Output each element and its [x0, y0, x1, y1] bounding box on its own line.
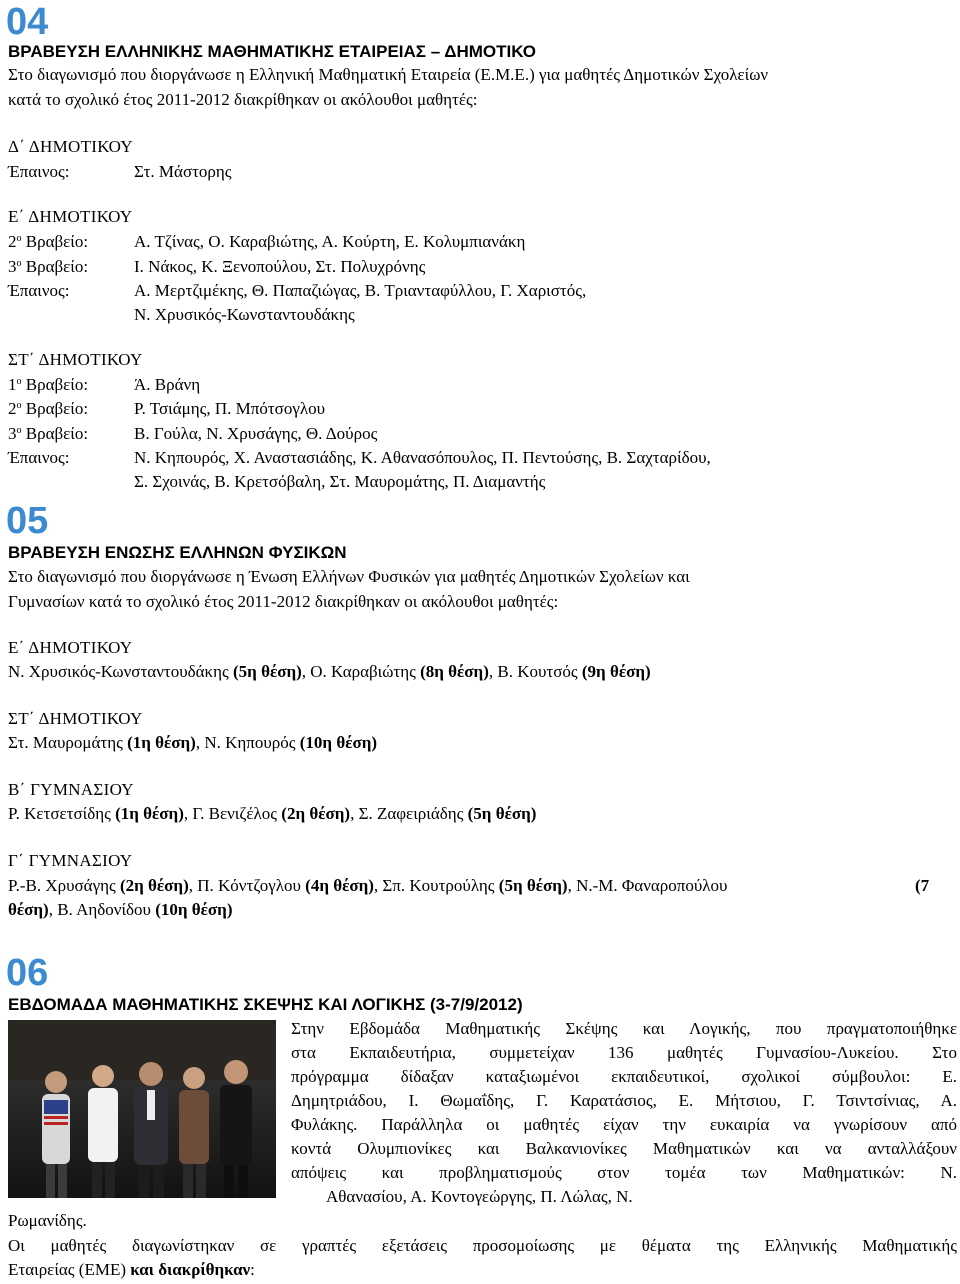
grade-title-c: Γ΄ ΓΥΜΝΑΣΙΟΥ [8, 851, 133, 870]
student-name: , Ο. Καραβιώτης [301, 662, 421, 681]
placement: (7 [915, 876, 930, 895]
award-label: Έπαινος: [8, 162, 70, 181]
student-name: Στ. Μαυρομάτης [8, 733, 128, 752]
paragraph-line: Οι μαθητές διαγωνίστηκαν σε γραπτές εξετάσεις προσομοίωσης με θέματα της Ελληνικής Μαθηματικής [8, 1236, 957, 1255]
award-row-epainos-d [8, 162, 232, 182]
award-names: Α. Μερτζιμέκης, Θ. Παπαζιώγας, Β. Τριανταφύλλου, Γ. Χαριστός, [134, 281, 587, 300]
paragraph-line: στα Εκπαιδευτήρια, συμμετείχαν 136 μαθητές Γυμνασίου-Λυκείου. Στο [291, 1043, 957, 1062]
student-name: , Π. Κόντζογλου [188, 876, 306, 895]
award-row-3rd-e [8, 257, 425, 277]
results-row-e [8, 662, 651, 682]
results-row-c-cont [8, 900, 232, 920]
section-title-06: ΕΒΔΟΜΑΔΑ ΜΑΘΗΜΑΤΙΚΗΣ ΣΚΕΨΗΣ ΚΑΙ ΛΟΓΙΚΗΣ (3-7/9/2012) [8, 995, 523, 1014]
award-names-cont: Ν. Χρυσικός-Κωνσταντουδάκης [134, 305, 355, 324]
paragraph-emphasis: και διακρίθηκαν [130, 1260, 251, 1279]
results-row-st [8, 733, 377, 753]
student-name: , Σπ. Κουτρούλης [373, 876, 499, 895]
paragraph-text: Εταιρείας (ΕΜΕ) [8, 1260, 131, 1279]
section-title-05: ΒΡΑΒΕΥΣΗ ΕΝΩΣΗΣ ΕΛΛΗΝΩΝ ΦΥΣΙΚΩΝ [8, 543, 347, 562]
award-label: Βραβείο: [21, 399, 89, 418]
paragraph-line: κοντά Ολυμπιονίκες και Βαλκανιονίκες Μαθηματικών και να ανταλλάξουν [291, 1139, 957, 1158]
award-names: Ν. Κηπουρός, Χ. Αναστασιάδης, Κ. Αθανασόπουλος, Π. Πεντούσης, Β. Σαχταρίδου, [134, 448, 711, 467]
award-label: Έπαινος: [8, 281, 70, 300]
paragraph-line: Φυλάκης. Παράλληλα οι μαθητές είχαν την ευκαιρία να γνωρίσουν από [291, 1115, 957, 1134]
rank-suffix: ο [16, 233, 22, 244]
placement: (2η θέση) [119, 876, 189, 895]
grade-title-st: ΣΤ΄ ΔΗΜΟΤΙΚΟΥ [8, 350, 143, 369]
rank-suffix: ο [16, 258, 22, 269]
award-row-2nd-e [8, 232, 525, 252]
placement: (1η θέση) [127, 733, 196, 752]
grade-title-e: Ε΄ ΔΗΜΟΤΙΚΟΥ [8, 207, 133, 226]
award-label: Βραβείο: [21, 257, 89, 276]
section-number-04: 04 [6, 1, 49, 43]
results-row-c [8, 876, 727, 896]
award-names: Στ. Μάστορης [134, 162, 232, 181]
placement: (4η θέση) [305, 876, 374, 895]
paragraph-line: Δημητριάδου, Ι. Θωμαΐδης, Γ. Καρατάσιος, Ε. Μήτσιου, Γ. Τσιντσίνιας, Α. [291, 1091, 957, 1110]
placement: θέση) [8, 900, 49, 919]
student-name: , Γ. Βενιζέλος [183, 804, 282, 823]
award-label: Βραβείο: [21, 375, 89, 394]
award-names: Ρ. Τσιάμης, Π. Μπότσογλου [134, 399, 326, 418]
placement: (2η θέση) [281, 804, 351, 823]
rank-suffix: ο [16, 400, 22, 411]
student-name: Ν. Χρυσικός-Κωνσταντουδάκης [8, 662, 233, 681]
grade-title-st: ΣΤ΄ ΔΗΜΟΤΙΚΟΥ [8, 709, 143, 728]
award-names: Β. Γούλα, Ν. Χρυσάγης, Θ. Δούρος [134, 424, 378, 443]
section-number-06: 06 [6, 952, 49, 994]
award-row-epainos-e [8, 281, 586, 301]
student-name: , Σ. Ζαφειριάδης [350, 804, 468, 823]
paragraph-line: Στην Εβδομάδα Μαθηματικής Σκέψης και Λογικής, που πραγματοποιήθηκε [291, 1019, 957, 1038]
group-photo [8, 1020, 276, 1198]
paragraph-line: Αθανασίου, Α. Κοντογεώργης, Π. Λώλας, Ν. [326, 1187, 633, 1206]
intro-line-2: κατά το σχολικό έτος 2011-2012 διακρίθηκαν οι ακόλουθοι μαθητές: [8, 90, 478, 109]
rank-number: 1 [8, 375, 17, 394]
student-name: , Β. Κουτσός [488, 662, 582, 681]
rank-suffix: ο [16, 376, 22, 387]
rank-number: 3 [8, 424, 17, 443]
paragraph-line: πρόγραμμα δίδαξαν καταξιωμένοι εκπαιδευτικοί, σχολικοί σύμβουλοι: Ε. [291, 1067, 957, 1086]
placement: (5η θέση) [233, 662, 302, 681]
award-row-1st-st [8, 375, 200, 395]
section-title-04: ΒΡΑΒΕΥΣΗ ΕΛΛΗΝΙΚΗΣ ΜΑΘΗΜΑΤΙΚΗΣ ΕΤΑΙΡΕΙΑΣ – ΔΗΜΟΤΙΚΟ [8, 42, 536, 61]
award-row-epainos-st [8, 448, 711, 468]
intro-line-1: Στο διαγωνισμό που διοργάνωσε η Ένωση Ελλήνων Φυσικών για μαθητές Δημοτικών Σχολείων και [8, 567, 690, 586]
grade-title-e: Ε΄ ΔΗΜΟΤΙΚΟΥ [8, 638, 133, 657]
paragraph-line: απόψεις και προβληματισμούς στον τομέα των Μαθηματικών: Ν. [291, 1163, 957, 1182]
section-number-05: 05 [6, 500, 49, 542]
student-name: Ρ. Κετσετσίδης [8, 804, 116, 823]
placement-wrap [915, 876, 929, 896]
results-row-b [8, 804, 536, 824]
paragraph-line-last [8, 1260, 255, 1280]
placement: (10η θέση) [155, 900, 233, 919]
award-names-cont: Σ. Σχοινάς, Β. Κρετσόβαλη, Στ. Μαυρομάτης, Π. Διαμαντής [134, 472, 546, 491]
student-name: , Ν. Κηπουρός [195, 733, 300, 752]
placement: (5η θέση) [498, 876, 568, 895]
group-photo-illustration [8, 1020, 276, 1198]
placement: (10η θέση) [299, 733, 378, 752]
placement: (8η θέση) [420, 662, 489, 681]
student-name: , Β. Αηδονίδου [48, 900, 156, 919]
placement: (5η θέση) [467, 804, 537, 823]
award-names: Ι. Νάκος, Κ. Ξενοπούλου, Στ. Πολυχρόνης [134, 257, 426, 276]
award-label: Βραβείο: [21, 424, 89, 443]
grade-title-d: Δ΄ ΔΗΜΟΤΙΚΟΥ [8, 137, 133, 156]
paragraph-text: : [250, 1260, 255, 1279]
award-label: Βραβείο: [21, 232, 89, 251]
award-label: Έπαινος: [8, 448, 70, 467]
intro-line-2: Γυμνασίων κατά το σχολικό έτος 2011-2012 διακρίθηκαν οι ακόλουθοι μαθητές: [8, 592, 559, 611]
rank-number: 2 [8, 399, 17, 418]
rank-number: 2 [8, 232, 17, 251]
award-row-2nd-st [8, 399, 325, 419]
award-names: Α. Τζίνας, Ο. Καραβιώτης, Α. Κούρτη, Ε. Κολυμπιανάκη [134, 232, 526, 251]
placement: (9η θέση) [581, 662, 651, 681]
rank-number: 3 [8, 257, 17, 276]
student-name: Ρ.-Β. Χρυσάγης [8, 876, 120, 895]
student-name: , Ν.-Μ. Φαναροπούλου [567, 876, 728, 895]
award-names: Ά. Βράνη [134, 375, 201, 394]
rank-suffix: ο [16, 425, 22, 436]
intro-line-1: Στο διαγωνισμό που διοργάνωσε η Ελληνική Μαθηματική Εταιρεία (Ε.Μ.Ε.) για μαθητές Δημοτικών Σχολείων [8, 65, 769, 84]
award-row-3rd-st [8, 424, 377, 444]
placement: (1η θέση) [115, 804, 184, 823]
paragraph-line: Ρωμανίδης. [8, 1211, 87, 1230]
grade-title-b: Β΄ ΓΥΜΝΑΣΙΟΥ [8, 780, 134, 799]
